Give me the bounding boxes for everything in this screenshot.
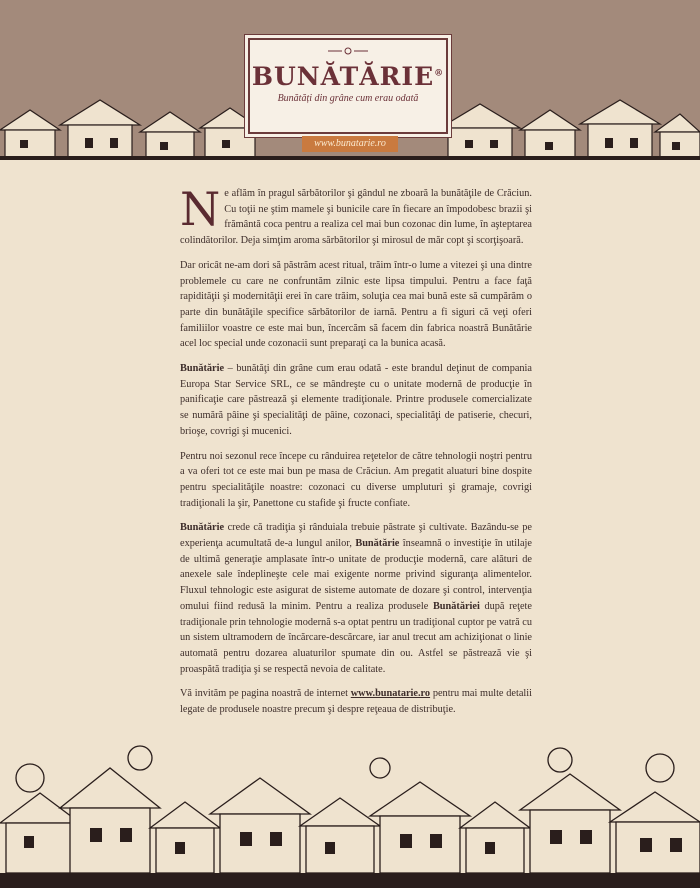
paragraph-invitation: Vă invităm pe pagina noastră de internet www.bunatarie.ro pentru mai multe detalii legate de produsele noastre precum şi despre reţeaua de distribuţie. [180,688,532,716]
brand-logo [248,38,448,134]
paragraph-brand: Bunătărie – bunătăţi din grâne cum erau odată - este brandul deţinut de compania Europa Star Service SRL, ce se mândreşte cu o unitate modernă de producţie în panificaţie care păstrează şi elemente tradiţionale. Printre produsele comercializate se numără pâine şi specialităţi de pâine, cozonaci, specialităţi de patiserie, checuri, brioşe, covrigi şi mucenici. [180,363,532,437]
header-banner [0,0,700,160]
paragraph-season: Pentru noi sezonul rece începe cu rânduirea reţetelor de către tehnologii noştri pentru a va oferi tot ce este mai bun pe masa de Crăciun. Am pregatit aluaturi bine dospite pentru specialităţile noastre: cozonaci cu diverse umpluturi şi gramaje, covrigi tradiţionali la şir, Panettone cu stafide şi fructe confiate. [180,450,532,509]
paragraph-ritual: Dar oricât ne-am dori să păstrăm acest ritual, trăim într-o lume a vitezei şi una dintre problemele cu care ne confruntăm zilnic este lipsa timpului. Pentru a face faţă rapidităţii şi modernităţii erei în care trăim, soluţia cea mai bună este să cumpărăm o parte din bunătăţile specifice sărbătorilor de iarnă. Pentru a fi siguri că veţi oferi familiilor voastre ce este mai bun, încercăm să facem din fabrica noastră Bunătărie acel loc special unde cozonacii sunt preparaţi ca la bunica acasă. [180,259,532,350]
paragraph-intro: Ne aflăm în pragul sărbătorilor şi gândul ne zboară la bunătăţile de Crăciun. Cu toţii ne ştim mamele şi bunicile care în fiecare an împodobesc brazii şi frământă coca pentru a realiza cel mai bun cozonac din lume, în aşteptarea colindătorilor. Deja simţim aroma sărbătorilor şi mirosul de măr copt şi scorţişoară. [180,182,532,247]
paragraph-tradition: Bunătărie crede că tradiţia şi rânduiala trebuie păstrate şi cultivate. Bazându-se pe experienţa acumultată de-a lungul anilor, Bunătărie înseamnă o investiţie în utilaje de ultimă generaţie amplasate într-o unitate de producţie modernă, care alături de anexele sale îndeplineşte cele mai exigente norme privind siguranţa alimentelor. Fluxul tehnologic este asigurat de sisteme automate de dozare şi control, intervenţia omului fiind redusă la minim. Pentru a realiza produsele Bunătăriei după reţete tradiţionale prin tehnologie modernă s-a optat pentru un tradiţional cuptor pe vatră cu un sistem ultramodern de încărcare-descărcare, iar anul trecut am achiziţionat o linie automată pentru dozarea aluaturilor spumate din ou. Astfel se păstrează vie şi proaspătă tradiţia şi se respectă nevoia de calitate. [180,522,532,675]
website-url-ribbon[interactable]: www.bunatarie.ro [302,136,398,152]
brand-tagline: Bunătăți din grâne cum erau odată [277,93,419,104]
ornament-icon [326,46,370,56]
website-link[interactable]: www.bunatarie.ro [350,688,431,700]
brand-name: BUNĂTĂRIE® [251,62,445,91]
drop-cap: N [180,182,221,236]
village-illustration-bottom [0,738,700,888]
article-body [180,182,532,727]
